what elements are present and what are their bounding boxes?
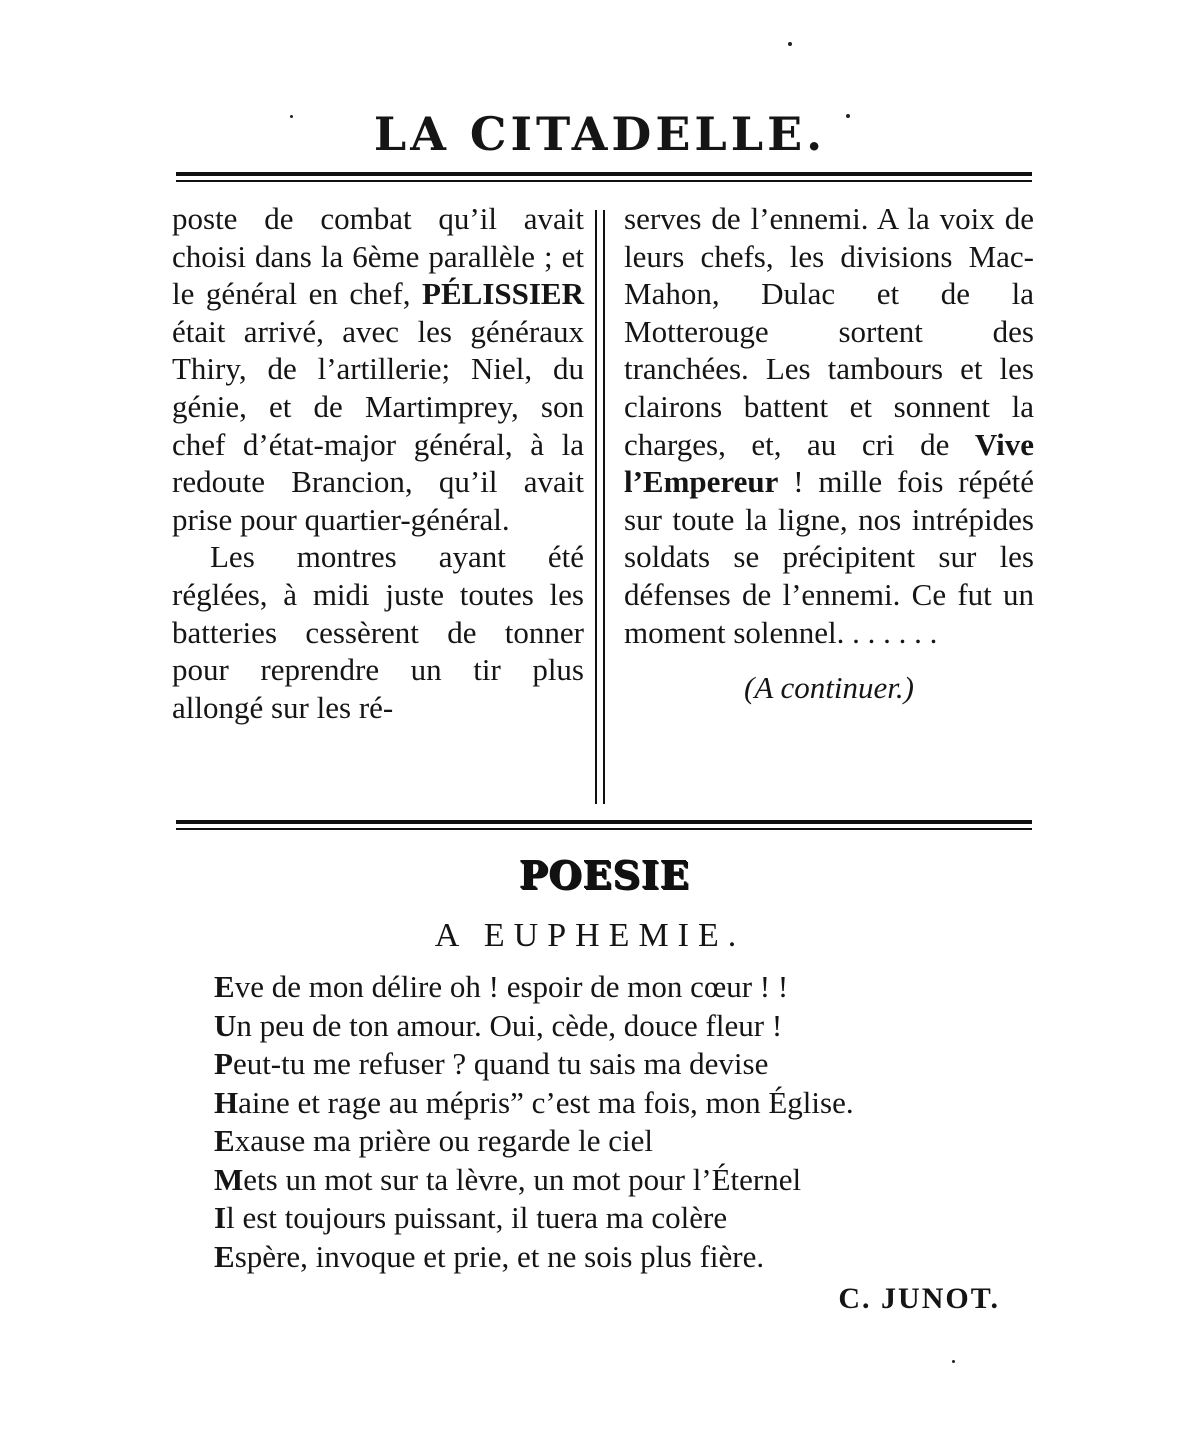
- poem-line-initial: E: [214, 1123, 235, 1158]
- left-p1-text-2: était arrivé, avec les généraux Thiry, de l’artillerie; Niel, du génie, et de Martimprey, son chef d’état-major général, à la redoute Brancion, qu’il avait prise pour quartier-général.: [172, 313, 584, 537]
- top-double-rule: [176, 172, 1032, 182]
- poem-line-text: l est toujours puissant, il tuera ma colère: [226, 1200, 728, 1235]
- poem-line: [214, 968, 1034, 1007]
- poem-line-initial: M: [214, 1161, 244, 1197]
- poem-line-text: ets un mot sur ta lèvre, un mot pour l’Éternel: [243, 1161, 802, 1197]
- print-speck: [788, 42, 792, 46]
- right-column: [624, 200, 1034, 707]
- masthead-title: LA CITADELLE.: [373, 107, 827, 161]
- poem-line-text: ve de mon délire oh ! espoir de mon cœur ! !: [234, 969, 789, 1004]
- poem-line-initial: E: [214, 1238, 235, 1274]
- poem-line: [214, 1007, 1034, 1046]
- poem-body: [214, 968, 1034, 1276]
- poem-author: C. JUNOT.: [838, 1282, 1000, 1315]
- print-speck: [846, 114, 850, 118]
- poetry-section-heading: POESIE: [519, 853, 691, 898]
- poem-line: [214, 1161, 1034, 1200]
- left-p2-text: Les montres ayant été réglées, à midi juste toutes les batteries cessèrent de tonner pour reprendre un tir plus allongé sur les ré-: [172, 539, 584, 725]
- poem-line-initial: U: [214, 1007, 237, 1043]
- poem-line-initial: E: [214, 969, 235, 1004]
- print-speck: [952, 1360, 955, 1363]
- poem-line-initial: H: [214, 1084, 239, 1120]
- column-divider: [595, 210, 605, 804]
- poem-line-text: eut-tu me refuser ? quand tu sais ma devise: [232, 1046, 769, 1081]
- left-paragraph-1: [172, 200, 584, 538]
- poem-line-initial: P: [214, 1046, 233, 1081]
- poem-line: [214, 1084, 1034, 1123]
- poem-title: A EUPHEMIE.: [434, 917, 746, 954]
- poem-line-text: n peu de ton amour. Oui, cède, douce fleur !: [236, 1007, 783, 1043]
- poem-line: [214, 1045, 1034, 1084]
- poem-line-text: spère, invoque et prie, et ne sois plus fière.: [234, 1238, 765, 1274]
- left-p1-text-1: poste de combat qu’il avait choisi dans la 6ème parallèle ; et le général en chef,: [172, 201, 584, 312]
- poem-line: [214, 1122, 1034, 1161]
- poem-line: [214, 1238, 1034, 1277]
- right-p1-bold-cry: Vive l’Empereur: [624, 426, 1034, 500]
- poem-line-text: xause ma prière ou regarde le ciel: [234, 1123, 653, 1158]
- continuation-note: (A continuer.): [744, 670, 914, 706]
- poem-line-initial: I: [214, 1200, 227, 1235]
- print-speck: [290, 115, 293, 118]
- poem-line-text: aine et rage au mépris” c’est ma fois, mon Église.: [238, 1084, 854, 1120]
- left-column: [172, 200, 584, 726]
- left-p1-bold-name: PÉLISSIER: [422, 276, 584, 312]
- right-p1-text-2: ! mille fois répété sur toute la ligne, nos intrépides soldats se précipitent sur les défenses de l’ennemi. Ce fut un moment solennel. . . . . . .: [624, 464, 1034, 650]
- right-paragraph-1: [624, 200, 1034, 651]
- middle-double-rule: [176, 820, 1032, 830]
- left-paragraph-2: [172, 538, 584, 726]
- right-p1-text-1: serves de l’ennemi. A la voix de leurs chefs, les divisions Mac-Mahon, Dulac et de la Motterouge sortent des tranchées. Les tambours et les clairons battent et sonnent la charges, et, au cri de: [624, 201, 1034, 462]
- poem-line: [214, 1199, 1034, 1238]
